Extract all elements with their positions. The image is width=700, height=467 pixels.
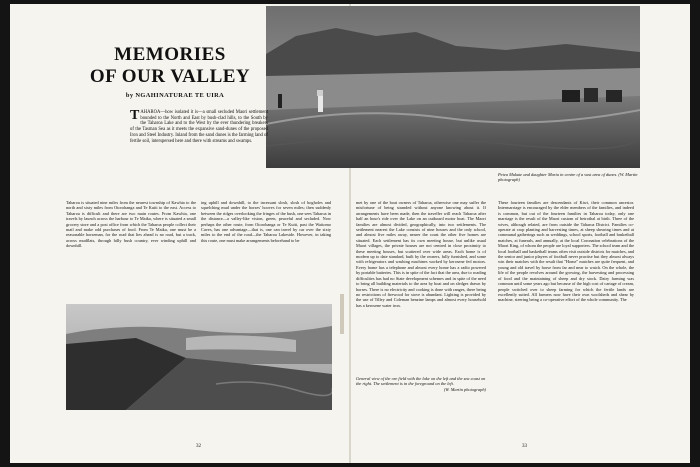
binding-mark: [340, 294, 344, 334]
page-number-left: 32: [196, 444, 201, 449]
dunes-photograph: [266, 6, 640, 168]
body-text-left-1: Taharoa is situated nine miles from the nearest township of Kawhia to the north and sixty miles from Otorohanga and Te Kuiti to the east. Access to Taharoa is difficult and there are two main routes. From Kawhia, one travels by launch across the harbour to Te Maika, where is situated a small grocery store and a post office from which the Taharoa people collect their mail and make odd purchases of food. From Te Maika, one must be a reasonable horseman, for the road that lies ahead is no road, but a track, across mudflats, through hilly bush country, ever winding uphill and downhill.: [66, 200, 196, 249]
intro-text: AHAROA—how isolated it is—a small secluded Maori settlement bounded to the North and East by bush-clad hills, to the South by the Taharoa Lake and to the West by the ever thundering breakers of the Tasman Sea as it meets the expansive sand-dunes of the proposed Iron and Steel Industry. Inland from the sand dunes is the farming land of fertile soil, interspersed here and there with streams and swamps.: [130, 110, 268, 144]
dunes-caption: Petea Mukate and daughter Maria in centre of a vast area of dunes. (W. Martin photograph): [498, 172, 638, 183]
body-column-left-2: [201, 200, 331, 290]
article-title: [70, 44, 270, 88]
body-text-right-1: met by one of the boat owners of Taharoa, otherwise one may suffer the misfortune of being stranded without anyone knowing about it. If arrangements have been made, then the traveller will reach Taharoa after half an hour's ride over the Lake on an outboard motor boat. The Maori families are almost divided, geographically, into two settlements. The settlement nearest the Lake consists of nine houses and the only school, and almost five miles away, nearer the coast the other five homes are situated. Each settlement has its own meeting house, but unlike usual Maori villages, the private houses are not centred in close proximity to these meeting houses, but scattered over wide areas. Each home is of modern up to date standard, built by the owners, fully furnished, and some with refrigerators and washing machines worked by kerosene fed motors. Every home has a telephone and almost every home has a radio powered by portable batteries. This is in spite of the fact that the area, due to roading difficulties has had no State development schemes and in spite of the need to bring all building materials to the area by boat and on sledges drawn by horses. There is no electricity and cooking is done with ranges, there being no restrictions of firewood for stove is abundant. Lighting is provided by the use of Tilley and Coleman benzine lamps and almost every household has a kerosene water iron.: [356, 200, 486, 308]
body-text-right-2: These fourteen families are descendants of Kiwi, their common ancestor. Intermarriage is encouraged by the elder members of the families, and indeed is common, but out of the fourteen families in Taharoa today, only one marriage is the result of the Maori custom of betrothal at birth. Three of the wives, although related, are from outside the Taharoa District. Families co-operate at crop planting and harvesting times, at sheep shearing times and at communal gatherings such as weddings, school sports, football and basketball matches, at funerals, and annually, at the local Coronation celebrations of the Maori King, of whom the people are loyal supporters. The school team and the local football and basketball teams often visit outside districts for matches, and the senior and junior players of football never practise but they almost always win their matches with the result that "Home" matches are quite frequent, and young and old travel by horse from far and near to watch. On the whole, the life of the people revolves around the growing, the harvesting and processing of food and the maintaining of sheep and dry stock. Dairy farming was common until some years ago but because of the high cost of cartage of cream, people switched over to sheep farming for which the fertile lands are excellently suited. All farmers now have their own woolsheds and shear by machine, steering being a co-operative effort of the whole community. The: [498, 200, 634, 303]
title-line-2: OF OUR VALLEY: [89, 66, 251, 87]
page-number-right: 33: [522, 444, 527, 449]
dunes-photo-image: [266, 6, 640, 168]
ore-field-caption-credit: (W. Martin photograph): [443, 386, 486, 392]
ore-field-caption-text: General view of the ore field with the lake on the left and the sea coast on the right. The settlement is in the foreground on the left.: [356, 376, 486, 387]
ore-field-photograph: [66, 304, 332, 410]
drop-cap: T: [130, 108, 140, 123]
article-byline: by NGAHINATURAE TE UIRA: [125, 92, 225, 99]
magazine-spread: [10, 4, 690, 463]
body-column-left-1: [66, 200, 196, 290]
ore-field-photo-image: [66, 304, 332, 410]
article-intro: [130, 110, 268, 144]
title-line-1: MEMORIES: [114, 44, 226, 65]
body-column-right-2: [498, 200, 634, 446]
ore-field-caption: [356, 376, 486, 392]
body-column-right-1: [356, 200, 486, 370]
body-text-left-2: ing uphill and downhill, to the incessant slosh, slosh of bogholes and squelching mud under the horses' hooves for seven miles; then suddenly between the ridges overlooking the fringes of the bush, one sees Taharoa in the distance—a valley-like vision, green, peaceful and secluded. Now perhaps the other route, from Otorohanga or Te Kuiti, past the Waitomo Caves, has one advantage—that is, one can travel by car over the sixty miles to the end of the road—the Taharoa Lakeside. However, in taking this route, one must make arrangements beforehand to be: [201, 200, 331, 243]
